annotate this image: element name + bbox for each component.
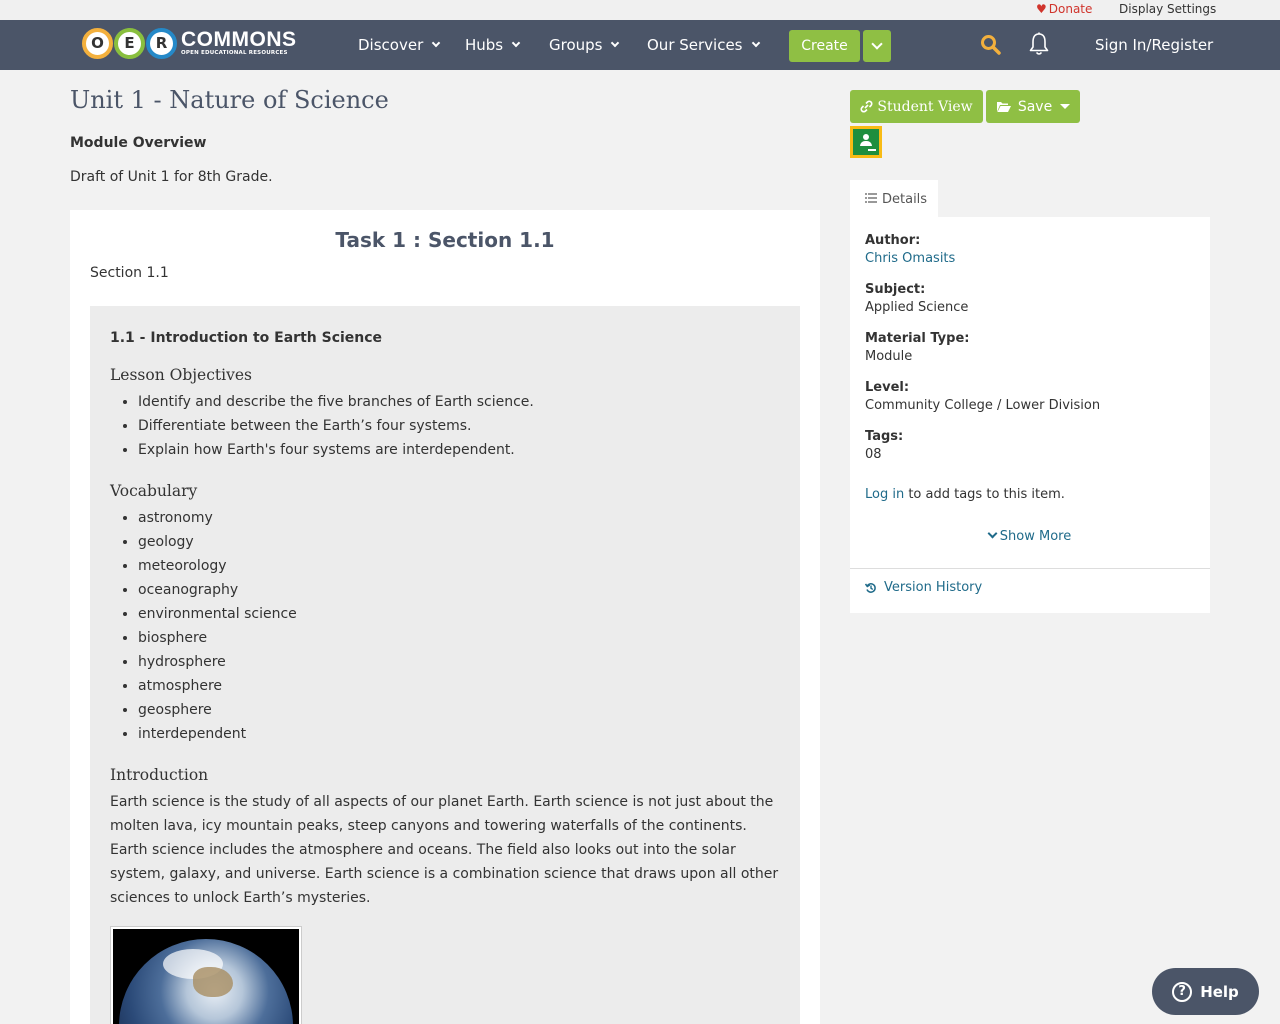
oer-commons-logo[interactable] bbox=[82, 25, 297, 61]
caret-down-icon bbox=[1060, 104, 1070, 109]
chevron-down-icon bbox=[987, 529, 997, 539]
objectives-heading: Lesson Objectives bbox=[110, 366, 252, 384]
create-button[interactable]: Create bbox=[789, 30, 860, 62]
logo-letter-e: E bbox=[114, 28, 145, 59]
section-content bbox=[90, 306, 800, 1024]
bell-icon[interactable] bbox=[1028, 32, 1050, 60]
list-item: • interdependent bbox=[138, 722, 780, 746]
level-field: Level: Community College / Lower Division bbox=[865, 380, 1101, 413]
task-title: Task 1 : Section 1.1 bbox=[335, 228, 555, 252]
list-item: • atmosphere bbox=[138, 674, 780, 698]
nav-hubs[interactable]: Hubs bbox=[465, 36, 519, 54]
section-subtitle: Section 1.1 bbox=[90, 265, 169, 281]
objectives-list bbox=[138, 390, 780, 462]
vocabulary-heading: Vocabulary bbox=[110, 482, 198, 500]
donate-link[interactable]: ♥ Donate bbox=[1036, 2, 1093, 16]
folder-open-icon bbox=[996, 100, 1012, 113]
divider bbox=[850, 568, 1210, 569]
content-card bbox=[70, 210, 820, 1024]
nav-groups[interactable]: Groups bbox=[549, 36, 618, 54]
logo-wordmark: COMMONS OPEN EDUCATIONAL RESOURCES bbox=[181, 28, 297, 57]
history-icon bbox=[865, 582, 877, 594]
logo-letter-o: O bbox=[82, 28, 113, 59]
introduction-paragraph: Earth science is the study of all aspects of our planet Earth. Earth science is not just about the molten lava, icy mountain peaks, steep canyons and towering waterfalls of the continents. Earth science includes the atmosphere and oceans. The field also looks out into the solar system, galaxy, and universe. Earth science is a combination science that draws upon all other sciences to unlock Earth’s mysteries. bbox=[110, 794, 779, 906]
module-overview-text: Draft of Unit 1 for 8th Grade. bbox=[70, 169, 273, 185]
module-overview-heading: Module Overview bbox=[70, 135, 207, 151]
list-icon bbox=[865, 192, 877, 207]
log-in-link[interactable]: Log in bbox=[865, 487, 905, 502]
display-settings-link[interactable]: Display Settings bbox=[1119, 2, 1217, 16]
question-icon: ? bbox=[1172, 982, 1192, 1002]
list-item: • oceanography bbox=[138, 578, 780, 602]
earth-image bbox=[110, 926, 302, 1024]
show-more-link[interactable]: Show More bbox=[850, 529, 1210, 544]
vocabulary-list bbox=[138, 506, 780, 746]
details-panel bbox=[850, 217, 1210, 613]
list-item: • geology bbox=[138, 530, 780, 554]
material-type-field: Material Type: Module bbox=[865, 331, 970, 364]
save-button[interactable]: Save bbox=[986, 90, 1080, 123]
link-icon bbox=[860, 100, 873, 113]
list-item: • hydrosphere bbox=[138, 650, 780, 674]
list-item: • astronomy bbox=[138, 506, 780, 530]
chevron-down-icon bbox=[611, 39, 619, 47]
subject-field: Subject: Applied Science bbox=[865, 282, 969, 315]
author-field: Author: Chris Omasits bbox=[865, 233, 956, 266]
chevron-down-icon bbox=[512, 39, 520, 47]
introduction-heading: Introduction bbox=[110, 766, 209, 784]
chevron-down-icon bbox=[432, 39, 440, 47]
chevron-down-icon bbox=[871, 38, 882, 49]
student-view-button[interactable]: Student View bbox=[850, 90, 983, 123]
nav-our-services[interactable]: Our Services bbox=[647, 36, 759, 54]
list-item: • meteorology bbox=[138, 554, 780, 578]
main-navbar bbox=[0, 20, 1280, 70]
list-item: • environmental science bbox=[138, 602, 780, 626]
sign-in-register-link[interactable]: Sign In/Register bbox=[1095, 36, 1214, 54]
list-item: • biosphere bbox=[138, 626, 780, 650]
list-item: • Explain how Earth's four systems are interdependent. bbox=[138, 438, 780, 462]
intro-heading: 1.1 - Introduction to Earth Science bbox=[110, 330, 383, 346]
list-item: • Identify and describe the five branches of Earth science. bbox=[138, 390, 780, 414]
tags-field: Tags: 08 bbox=[865, 429, 904, 462]
google-classroom-icon[interactable] bbox=[850, 126, 882, 158]
heart-icon: ♥ bbox=[1036, 2, 1047, 16]
page-title: Unit 1 - Nature of Science bbox=[70, 86, 389, 114]
tab-details[interactable]: Details bbox=[850, 180, 938, 218]
list-item: • geosphere bbox=[138, 698, 780, 722]
utility-bar bbox=[0, 0, 1280, 20]
create-dropdown-toggle[interactable] bbox=[863, 30, 891, 62]
author-link[interactable]: Chris Omasits bbox=[865, 251, 956, 266]
login-to-tag-text: Log in to add tags to this item. bbox=[865, 487, 1065, 502]
search-icon[interactable] bbox=[980, 34, 1001, 59]
logo-letter-r: R bbox=[146, 28, 177, 59]
help-button[interactable]: ? Help bbox=[1152, 968, 1259, 1015]
chevron-down-icon bbox=[751, 39, 759, 47]
list-item: • Differentiate between the Earth’s four systems. bbox=[138, 414, 780, 438]
version-history-link[interactable]: Version History bbox=[865, 580, 982, 595]
nav-discover[interactable]: Discover bbox=[358, 36, 439, 54]
